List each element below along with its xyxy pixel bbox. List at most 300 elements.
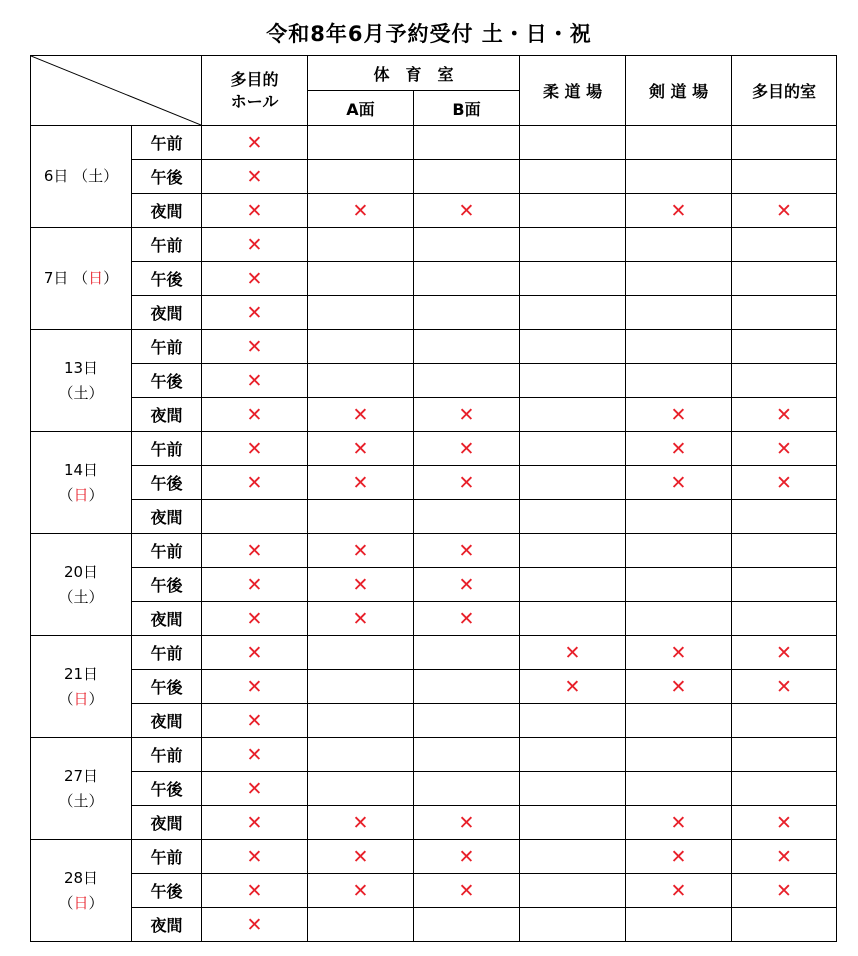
availability-cell [308,228,414,262]
availability-cell [626,160,732,194]
availability-cell [520,194,626,228]
booked-mark-icon: ✕ [458,199,475,222]
availability-cell [414,568,520,602]
table-row [31,636,837,670]
availability-cell [308,704,414,738]
availability-cell [520,704,626,738]
slot-label: 午前 [132,126,202,160]
availability-cell [732,738,837,772]
availability-cell [732,398,837,432]
booked-mark-icon: ✕ [458,437,475,460]
availability-cell [202,602,308,636]
slot-label: 夜間 [132,296,202,330]
date-label: 28日 [63,868,99,887]
weekday-label: 日 [73,485,89,504]
availability-cell [202,296,308,330]
availability-cell [308,534,414,568]
table-row [31,364,837,398]
availability-cell [202,806,308,840]
availability-cell [520,228,626,262]
availability-cell [626,840,732,874]
availability-cell [308,738,414,772]
availability-cell [202,160,308,194]
availability-cell [308,636,414,670]
booked-mark-icon: ✕ [246,233,263,256]
availability-cell [626,398,732,432]
date-cell [31,432,132,534]
booked-mark-icon: ✕ [246,743,263,766]
availability-cell [520,568,626,602]
weekday-label: 土 [88,167,104,185]
table-row [31,160,837,194]
slot-label: 夜間 [132,500,202,534]
booked-mark-icon: ✕ [246,369,263,392]
availability-cell [732,636,837,670]
availability-cell [626,432,732,466]
availability-cell [414,126,520,160]
availability-cell [732,296,837,330]
booked-mark-icon: ✕ [776,403,792,426]
availability-cell [202,398,308,432]
availability-cell [414,398,520,432]
booked-mark-icon: ✕ [670,641,687,664]
availability-cell [732,228,837,262]
availability-cell [520,330,626,364]
availability-cell [414,772,520,806]
availability-cell [626,500,732,534]
availability-cell [202,840,308,874]
paren-open: （ [58,893,74,912]
availability-cell [202,194,308,228]
availability-cell [308,364,414,398]
availability-cell [626,296,732,330]
availability-cell [520,670,626,704]
slot-label: 午前 [132,738,202,772]
header-hall: 多目的 ホール [202,56,308,126]
availability-cell [520,466,626,500]
availability-cell [308,500,414,534]
availability-cell [308,432,414,466]
availability-cell [414,262,520,296]
availability-cell [202,670,308,704]
booked-mark-icon: ✕ [776,879,792,902]
availability-cell [202,330,308,364]
availability-cell [626,262,732,296]
slot-label: 夜間 [132,194,202,228]
availability-cell [732,602,837,636]
availability-cell [732,908,837,942]
slot-label: 午後 [132,568,202,602]
availability-cell [732,262,837,296]
booked-mark-icon: ✕ [246,607,263,630]
slot-label: 夜間 [132,806,202,840]
availability-cell [520,364,626,398]
booked-mark-icon: ✕ [246,675,263,698]
booked-mark-icon: ✕ [352,879,369,902]
availability-cell [202,364,308,398]
availability-cell [626,534,732,568]
availability-cell [732,500,837,534]
paren-open: （ [73,167,89,185]
header-kendo: 剣 道 場 [626,56,732,126]
availability-cell [414,840,520,874]
paren-close: ） [88,485,104,504]
header-judo: 柔 道 場 [520,56,626,126]
availability-cell [308,126,414,160]
table-row [31,874,837,908]
availability-cell [202,126,308,160]
date-label: 6日 [43,167,69,185]
availability-cell [732,126,837,160]
availability-cell [520,636,626,670]
booked-mark-icon: ✕ [458,573,475,596]
availability-cell [732,160,837,194]
booked-mark-icon: ✕ [564,641,581,664]
date-label: 13日 [63,358,99,377]
booked-mark-icon: ✕ [246,539,263,562]
booked-mark-icon: ✕ [458,607,475,630]
booked-mark-icon: ✕ [352,471,369,494]
booked-mark-icon: ✕ [246,335,263,358]
booked-mark-icon: ✕ [352,607,369,630]
table-row [31,602,837,636]
date-cell [31,330,132,432]
date-label: 27日 [63,766,99,785]
availability-cell [732,874,837,908]
table-row [31,704,837,738]
availability-cell [732,364,837,398]
availability-cell [732,568,837,602]
availability-cell [308,330,414,364]
slot-label: 夜間 [132,704,202,738]
availability-cell [202,262,308,296]
date-label: 21日 [63,664,99,683]
slot-label: 午後 [132,670,202,704]
availability-cell [732,432,837,466]
availability-cell [414,296,520,330]
availability-cell [520,908,626,942]
availability-cell [414,466,520,500]
availability-cell [520,126,626,160]
booked-mark-icon: ✕ [776,641,792,664]
availability-cell [626,466,732,500]
paren-open: （ [58,383,74,402]
date-cell [31,636,132,738]
availability-cell [202,466,308,500]
booked-mark-icon: ✕ [670,199,687,222]
booked-mark-icon: ✕ [246,267,263,290]
booked-mark-icon: ✕ [246,709,263,732]
booked-mark-icon: ✕ [352,437,369,460]
slot-label: 午後 [132,772,202,806]
table-row [31,908,837,942]
availability-cell [626,126,732,160]
diagonal-line [31,56,201,125]
slot-label: 午前 [132,432,202,466]
availability-cell [202,500,308,534]
availability-cell [520,262,626,296]
availability-cell [626,806,732,840]
availability-cell [520,806,626,840]
booked-mark-icon: ✕ [776,811,792,834]
availability-cell [414,432,520,466]
paren-close: ） [88,689,104,708]
availability-cell [520,500,626,534]
date-label: 20日 [63,562,99,581]
availability-cell [202,874,308,908]
availability-cell [202,228,308,262]
availability-cell [520,398,626,432]
table-row [31,432,837,466]
availability-cell [520,296,626,330]
table-row [31,568,837,602]
availability-cell [626,908,732,942]
date-cell [31,840,132,942]
availability-cell [626,670,732,704]
availability-cell [308,262,414,296]
booked-mark-icon: ✕ [776,845,792,868]
availability-cell [626,228,732,262]
table-row [31,840,837,874]
booked-mark-icon: ✕ [776,437,792,460]
booked-mark-icon: ✕ [458,539,475,562]
availability-cell [308,874,414,908]
date-label: 7日 [43,269,69,287]
table-row [31,228,837,262]
availability-cell [732,194,837,228]
booked-mark-icon: ✕ [670,811,687,834]
header-multi-room: 多目的室 [732,56,837,126]
date-cell [31,534,132,636]
booked-mark-icon: ✕ [458,845,475,868]
availability-cell [520,160,626,194]
table-row [31,466,837,500]
weekday-label: 土 [73,383,89,402]
table-row [31,126,837,160]
slot-label: 午後 [132,874,202,908]
availability-cell [732,704,837,738]
date-cell [31,738,132,840]
availability-cell [414,602,520,636]
availability-cell [626,364,732,398]
availability-cell [732,806,837,840]
paren-open: （ [58,689,74,708]
availability-cell [626,568,732,602]
slot-label: 夜間 [132,398,202,432]
booked-mark-icon: ✕ [776,471,792,494]
slot-label: 夜間 [132,908,202,942]
availability-cell [308,908,414,942]
slot-label: 夜間 [132,602,202,636]
table-row [31,194,837,228]
booked-mark-icon: ✕ [246,437,263,460]
booked-mark-icon: ✕ [246,165,263,188]
slot-label: 午前 [132,330,202,364]
slot-label: 午前 [132,636,202,670]
page-title: 令和8年6月予約受付 土・日・祝 [266,22,592,46]
availability-cell [626,330,732,364]
availability-cell [520,534,626,568]
availability-cell [308,568,414,602]
booked-mark-icon: ✕ [246,199,263,222]
availability-cell [626,738,732,772]
availability-cell [732,534,837,568]
availability-cell [732,840,837,874]
booked-mark-icon: ✕ [458,471,475,494]
reservation-table [30,55,837,942]
availability-cell [732,330,837,364]
table-row [31,772,837,806]
booked-mark-icon: ✕ [246,811,263,834]
booked-mark-icon: ✕ [458,879,475,902]
booked-mark-icon: ✕ [670,675,687,698]
availability-cell [414,738,520,772]
booked-mark-icon: ✕ [776,199,792,222]
availability-cell [202,568,308,602]
paren-close: ） [88,383,104,402]
booked-mark-icon: ✕ [670,471,687,494]
availability-cell [414,534,520,568]
table-row [31,806,837,840]
availability-cell [732,670,837,704]
paren-close: ） [88,791,104,810]
availability-cell [626,704,732,738]
paren-close: ） [88,587,104,606]
availability-cell [202,908,308,942]
paren-close: ） [88,893,104,912]
availability-cell [308,194,414,228]
booked-mark-icon: ✕ [246,913,263,936]
availability-cell [308,670,414,704]
booked-mark-icon: ✕ [352,845,369,868]
availability-cell [626,194,732,228]
booked-mark-icon: ✕ [670,845,687,868]
booked-mark-icon: ✕ [670,403,687,426]
availability-cell [414,364,520,398]
availability-cell [414,806,520,840]
booked-mark-icon: ✕ [352,573,369,596]
booked-mark-icon: ✕ [246,777,263,800]
paren-close: ） [103,167,119,185]
availability-cell [626,602,732,636]
booked-mark-icon: ✕ [352,539,369,562]
booked-mark-icon: ✕ [670,879,687,902]
availability-cell [414,908,520,942]
booked-mark-icon: ✕ [246,301,263,324]
header-gym: 体 育 室 [308,56,520,91]
availability-cell [308,160,414,194]
table-row [31,534,837,568]
slot-label: 午後 [132,262,202,296]
date-cell [31,228,132,330]
availability-cell [414,228,520,262]
availability-cell [414,636,520,670]
table-row [31,398,837,432]
availability-cell [202,432,308,466]
availability-cell [414,330,520,364]
table-row [31,262,837,296]
availability-cell [520,432,626,466]
availability-cell [308,296,414,330]
schedule-body [31,126,837,942]
booked-mark-icon: ✕ [246,845,263,868]
weekday-label: 土 [73,587,89,606]
availability-cell [732,466,837,500]
header-gym-b: B面 [414,91,520,126]
availability-cell [520,874,626,908]
paren-open: （ [73,269,89,287]
booked-mark-icon: ✕ [246,403,263,426]
availability-cell [414,160,520,194]
slot-label: 午後 [132,466,202,500]
availability-cell [202,704,308,738]
weekday-label: 日 [73,893,89,912]
slot-label: 午前 [132,840,202,874]
table-row [31,670,837,704]
booked-mark-icon: ✕ [564,675,581,698]
table-row [31,296,837,330]
booked-mark-icon: ✕ [246,471,263,494]
booked-mark-icon: ✕ [352,403,369,426]
availability-cell [626,772,732,806]
availability-cell [308,466,414,500]
date-cell [31,126,132,228]
paren-close: ） [103,269,119,287]
availability-cell [202,534,308,568]
availability-cell [308,398,414,432]
availability-cell [414,500,520,534]
slot-label: 午前 [132,534,202,568]
availability-cell [308,772,414,806]
corner-header-cell [31,56,202,126]
booked-mark-icon: ✕ [458,403,475,426]
availability-cell [732,772,837,806]
availability-cell [414,194,520,228]
table-row [31,330,837,364]
availability-cell [520,840,626,874]
availability-cell [414,704,520,738]
header-gym-a: A面 [308,91,414,126]
date-label: 14日 [63,460,99,479]
availability-cell [520,772,626,806]
booked-mark-icon: ✕ [776,675,792,698]
booked-mark-icon: ✕ [246,573,263,596]
availability-cell [520,602,626,636]
availability-cell [414,670,520,704]
availability-cell [202,738,308,772]
paren-open: （ [58,791,74,810]
availability-cell [308,806,414,840]
slot-label: 午後 [132,364,202,398]
booked-mark-icon: ✕ [670,437,687,460]
booked-mark-icon: ✕ [246,131,263,154]
paren-open: （ [58,485,74,504]
table-row [31,738,837,772]
weekday-label: 土 [73,791,89,810]
availability-cell [414,874,520,908]
booked-mark-icon: ✕ [352,199,369,222]
slot-label: 午前 [132,228,202,262]
availability-cell [202,636,308,670]
paren-open: （ [58,587,74,606]
booked-mark-icon: ✕ [246,641,263,664]
booked-mark-icon: ✕ [352,811,369,834]
availability-cell [308,602,414,636]
table-row [31,500,837,534]
availability-cell [202,772,308,806]
availability-cell [626,874,732,908]
slot-label: 午後 [132,160,202,194]
